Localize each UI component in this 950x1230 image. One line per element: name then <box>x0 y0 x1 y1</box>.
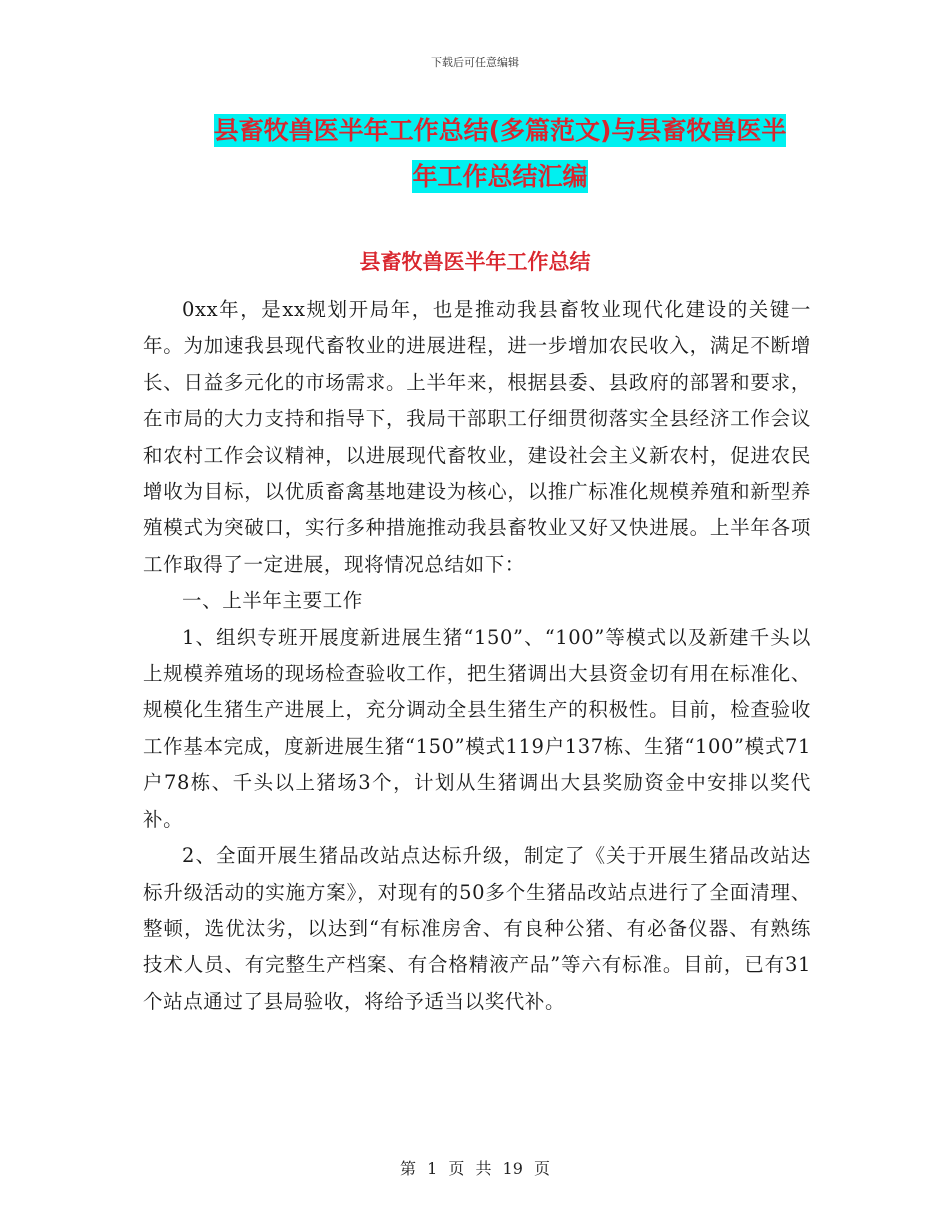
page-header-note: 下载后可任意编辑 <box>431 56 519 69</box>
paragraph-item-1: 1、组织专班开展度新进展生猪“150”、“100”等模式以及新建千头以上规模养殖场的现场检查验收工作，把生猪调出大县资金切有用在标准化、规模化生猪生产进展上，充分调动全县生猪生产的积极性。目前，检查验收工作基本完成，度新进展生猪“150”模式119户137栋、生猪“100”模式71户78栋、千头以上猪场3个，计划从生猪调出大县奖励资金中安排以奖代补。 <box>143 625 811 831</box>
paragraph-intro: 0xx年，是xx规划开局年，也是推动我县畜牧业现代化建设的关键一年。为加速我县现代畜牧业的进展进程，进一步增加农民收入，满足不断增长、日益多元化的市场需求。上半年来，根据县委、县政府的部署和要求，在市局的大力支持和指导下，我局干部职工仔细贯彻落实全县经济工作会议和农村工作会议精神，以进展现代畜牧业，建设社会主义新农村，促进农民增收为目标，以优质畜禽基地建设为核心，以推广标准化规模养殖和新型养殖模式为突破口，实行多种措施推动我县畜牧业又好又快进展。上半年各项工作取得了一定进展，现将情况总结如下： <box>143 298 811 576</box>
document-body <box>143 292 811 1020</box>
document-title-line-1: 县畜牧兽医半年工作总结(多篇范文)与县畜牧兽医半 <box>213 116 787 145</box>
section-title: 县畜牧兽医半年工作总结 <box>359 250 591 274</box>
document-title-line-2: 年工作总结汇编 <box>412 162 588 191</box>
paragraph-heading-main-work: 一、上半年主要工作 <box>182 589 363 613</box>
paragraph-item-2: 2、全面开展生猪品改站点达标升级，制定了《关于开展生猪品改站达标升级活动的实施方案》，对现有的50多个生猪品改站点进行了全面清理、整顿，选优汰劣，以达到“有标准房舍、有良种公猪、有必备仪器、有熟练技术人员、有完整生产档案、有合格精液产品”等六有标准。目前，已有31个站点通过了县局验收，将给予适当以奖代补。 <box>143 844 811 1013</box>
page-number-footer: 第 1 页 共 19 页 <box>400 1159 550 1178</box>
document-title <box>140 108 860 200</box>
